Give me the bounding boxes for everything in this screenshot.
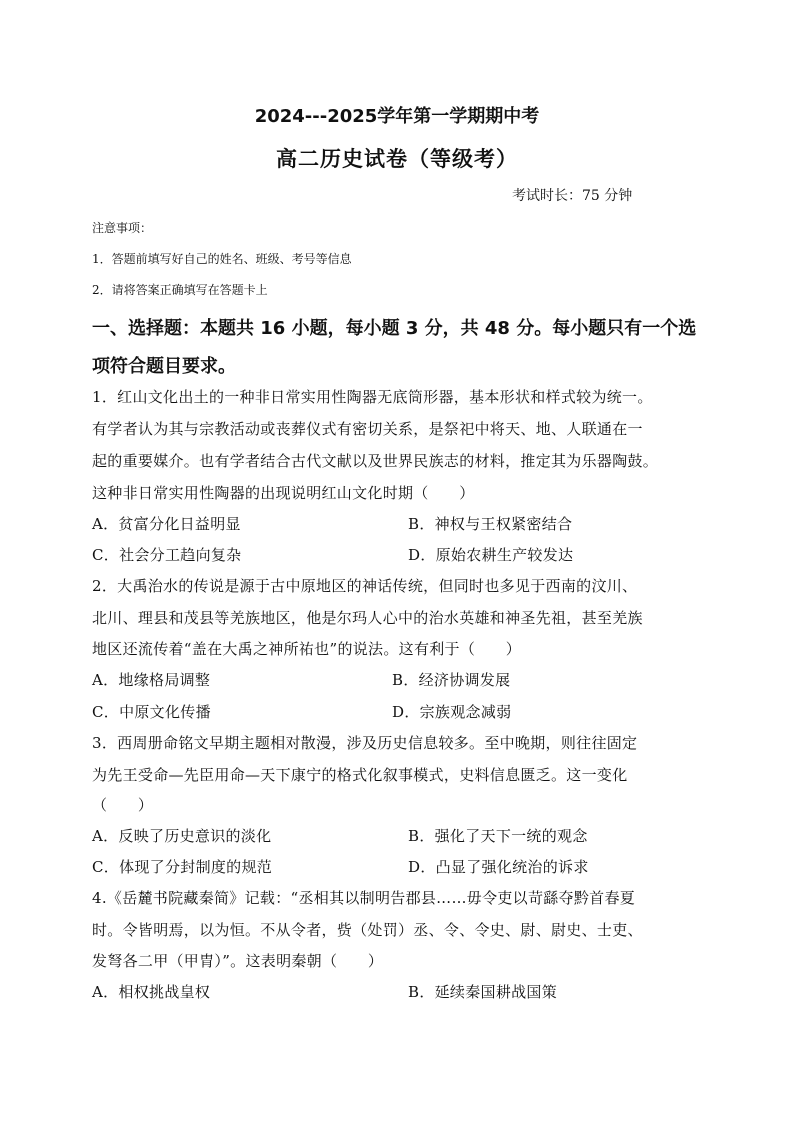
question-text-line: 起的重要媒介。也有学者结合古代文献以及世界民族志的材料，推定其为乐器陶鼓。 [92, 452, 659, 470]
question-text-line: 这种非日常实用性陶器的出现说明红山文化时期（ ） [92, 484, 475, 502]
option-d: D．宗族观念减弱 [392, 703, 512, 721]
note-item: 2．请将答案正确填写在答题卡上 [92, 283, 268, 297]
option-b: B．经济协调发展 [392, 671, 511, 689]
option-a: A．相权挑战皇权 [92, 983, 211, 1001]
section-heading-cont: 项符合题目要求。 [92, 356, 236, 377]
option-d: D．原始农耕生产较发达 [408, 546, 574, 564]
note-item: 1．答题前填写好自己的姓名、班级、考号等信息 [92, 252, 352, 266]
notes-heading: 注意事项： [92, 221, 153, 235]
question-text-line: 时。令皆明焉，以为恒。不从令者，赀（处罚）丞、令、令史、尉、尉史、士吏、 [92, 921, 643, 939]
option-b: B．神权与王权紧密结合 [408, 515, 573, 533]
option-b: B．强化了天下一统的观念 [408, 827, 588, 845]
option-a: A．贫富分化日益明显 [92, 515, 241, 533]
exam-title: 2024---2025学年第一学期期中考 [254, 106, 540, 127]
question-text-line: 3．西周册命铭文早期主题相对散漫，涉及历史信息较多。至中晚期，则往往固定 [92, 734, 638, 752]
option-c: C．中原文化传播 [92, 703, 211, 721]
option-b: B．延续秦国耕战国策 [408, 983, 558, 1001]
option-c: C．社会分工趋向复杂 [92, 546, 242, 564]
exam-duration: 考试时长：75 分钟 [512, 188, 633, 204]
question-text-line: 北川、理县和茂县等羌族地区，他是尔玛人心中的治水英雄和神圣先祖，甚至羌族 [92, 609, 643, 627]
option-c: C．体现了分封制度的规范 [92, 858, 273, 876]
question-text-line: 2．大禹治水的传说是源于古中原地区的神话传统，但同时也多见于西南的汶川、 [92, 577, 638, 595]
section-heading: 一、选择题：本题共 16 小题，每小题 3 分，共 48 分。每小题只有一个选 [92, 318, 697, 339]
question-text-line: 有学者认为其与宗教活动或丧葬仪式有密切关系，是祭祀中将天、地、人联通在一 [92, 420, 643, 438]
question-text-line: 发弩各二甲（甲胄）”。这表明秦朝（ ） [92, 952, 384, 970]
option-a: A．反映了历史意识的淡化 [92, 827, 272, 845]
question-text-line: 地区还流传着“盖在大禹之神所祐也”的说法。这有利于（ ） [92, 640, 522, 658]
question-text-line: 4.《岳麓书院藏秦简》记载：“丞相其以制明告郡县……毋令吏以苛繇夺黔首春夏 [92, 889, 636, 907]
question-text-line: 1．红山文化出土的一种非日常实用性陶器无底筒形器，基本形状和样式较为统一。 [92, 388, 653, 406]
option-a: A．地缘格局调整 [92, 671, 211, 689]
question-text-line: 为先王受命—先臣用命—天下康宁的格式化叙事模式，史料信息匮乏。这一变化 [92, 766, 628, 784]
exam-subtitle: 高二历史试卷（等级考） [276, 147, 518, 171]
option-d: D．凸显了强化统治的诉求 [408, 858, 589, 876]
question-text-line: （ ） [92, 796, 154, 814]
